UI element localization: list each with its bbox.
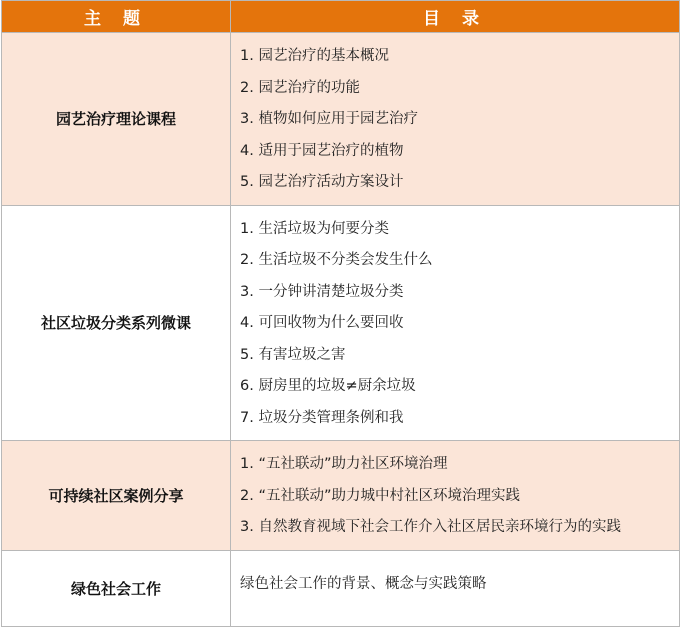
list-item: 6. 厨房里的垃圾≠厨余垃圾 bbox=[240, 378, 416, 394]
topic-cell: 可持续社区案例分享 bbox=[2, 441, 231, 551]
list-item: 1. 生活垃圾为何要分类 bbox=[240, 220, 389, 237]
list-item: 4. 适用于园艺治疗的植物 bbox=[240, 142, 404, 159]
topic-cell: 园艺治疗理论课程 bbox=[2, 33, 231, 206]
topic-cell: 社区垃圾分类系列微课 bbox=[2, 205, 231, 441]
catalog-cell bbox=[231, 441, 680, 551]
catalog-cell bbox=[231, 33, 680, 206]
list-item: 1. “五社联动”助力社区环境治理 bbox=[240, 456, 448, 472]
catalog-list bbox=[231, 441, 679, 550]
table-row bbox=[2, 33, 680, 206]
list-item: 3. 植物如何应用于园艺治疗 bbox=[240, 111, 418, 127]
header-catalog: 目 录 bbox=[231, 1, 680, 33]
course-catalog-table bbox=[1, 0, 680, 627]
catalog-list bbox=[231, 33, 679, 205]
catalog-cell bbox=[231, 205, 680, 441]
list-item: 4. 可回收物为什么要回收 bbox=[240, 315, 404, 331]
table-row bbox=[2, 205, 680, 441]
topic-cell: 绿色社会工作 bbox=[2, 550, 231, 626]
header-topic: 主 题 bbox=[2, 1, 231, 33]
list-item: 1. 园艺治疗的基本概况 bbox=[240, 48, 389, 64]
list-item: 3. 一分钟讲清楚垃圾分类 bbox=[240, 283, 404, 300]
list-item: 2. “五社联动”助力城中村社区环境治理实践 bbox=[240, 487, 520, 504]
list-item: 5. 有害垃圾之害 bbox=[240, 346, 346, 363]
header-row bbox=[2, 1, 680, 33]
list-item: 2. 园艺治疗的功能 bbox=[240, 79, 360, 96]
table-row bbox=[2, 550, 680, 626]
list-item: 2. 生活垃圾不分类会发生什么 bbox=[240, 252, 433, 268]
list-item: 3. 自然教育视域下社会工作介入社区居民亲环境行为的实践 bbox=[240, 519, 621, 535]
catalog-list bbox=[231, 206, 679, 441]
catalog-cell: 绿色社会工作的背景、概念与实践策略 bbox=[231, 550, 680, 626]
list-item: 7. 垃圾分类管理条例和我 bbox=[240, 409, 404, 426]
table-row bbox=[2, 441, 680, 551]
list-item: 5. 园艺治疗活动方案设计 bbox=[240, 174, 404, 190]
